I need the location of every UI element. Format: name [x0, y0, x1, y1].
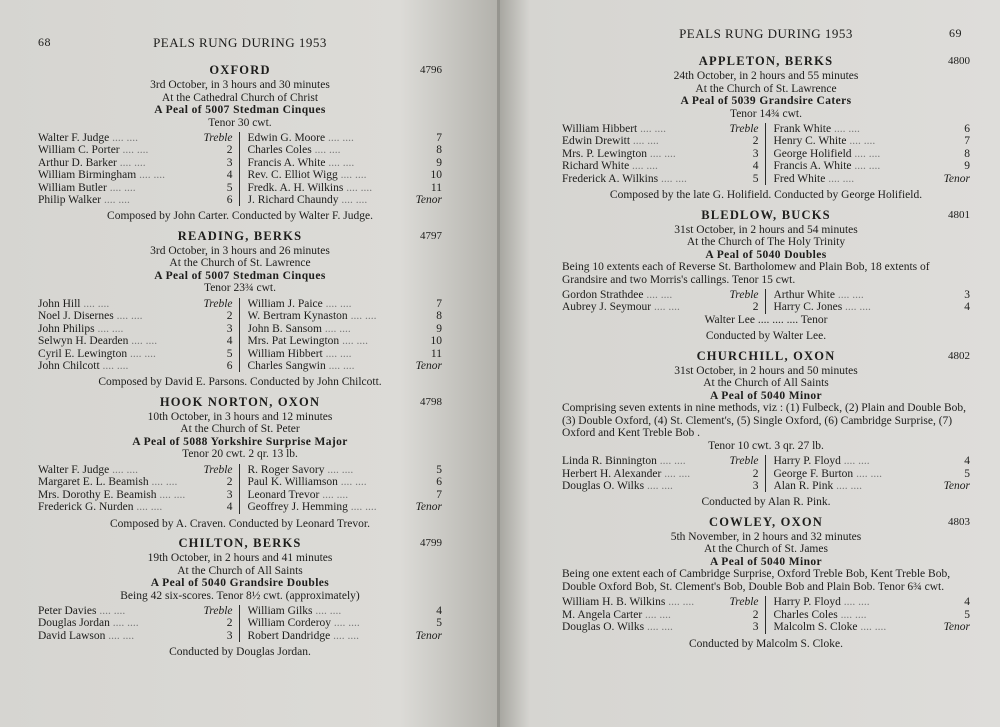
ringer-name: Mrs. Pat Lewington ....: [248, 335, 409, 347]
ringer-name: J. Richard Chaundy ....: [248, 194, 405, 206]
peal-location: HOOK NORTON, OXON: [159, 394, 321, 409]
ringer-table: [562, 289, 970, 314]
ringer-row: [38, 617, 233, 629]
bell-number: 2: [226, 476, 233, 489]
peal-detail-line: At the Church of All Saints: [703, 377, 829, 390]
bell-number: 2: [752, 467, 759, 480]
ringer-column-right: [240, 464, 443, 514]
ringer-row: [248, 360, 443, 372]
ringer-name: Fredk. A. H. Wilkins ....: [248, 182, 409, 194]
bell-number: Tenor: [415, 194, 442, 207]
ringer-row: [562, 148, 759, 160]
bell-number: 10: [430, 335, 442, 348]
ringer-row: [38, 298, 233, 310]
peal-title: [38, 534, 442, 552]
peal-description: Being one extent each of Cambridge Surprise, Oxford Treble Bob, Kent Treble Bob, Double Oxford Bob, St. Clement's Bob, Double Bob and Plain Bob. Tenor 6¾ cwt.: [562, 568, 951, 593]
peal-detail-line: At the Church of All Saints: [177, 564, 303, 577]
ringer-row: [38, 169, 233, 181]
peal-title: [38, 227, 442, 245]
ringer-row: [774, 173, 971, 185]
bell-number: 9: [436, 156, 442, 169]
ringer-row: [248, 169, 443, 181]
ringer-name: William Hibbert ....: [562, 123, 721, 135]
ringer-table: [38, 605, 442, 642]
ringer-name: Selwyn H. Dearden ....: [38, 335, 199, 347]
bell-number: Tenor: [943, 480, 970, 493]
ringer-name: Walter F. Judge ....: [38, 464, 195, 476]
ringer-name: William Hibbert ....: [248, 348, 409, 360]
peal-title: [38, 61, 442, 79]
bell-number: 4: [964, 301, 970, 314]
peal-method: A Peal of 5040 Minor: [709, 555, 823, 568]
ringer-row: [248, 605, 443, 617]
bell-number: 8: [436, 144, 442, 157]
ringer-row: [248, 630, 443, 642]
ringer-name: William Birmingham ....: [38, 169, 199, 181]
peal-title: [562, 52, 970, 70]
peal-detail-line: At the Church of St. Lawrence: [169, 257, 311, 270]
bell-number: 6: [226, 359, 233, 372]
ringer-name: Margaret E. L. Beamish ....: [38, 476, 199, 488]
ringer-column-left: [38, 298, 240, 372]
bell-number: Treble: [729, 289, 759, 302]
ringer-row: [774, 123, 971, 135]
ringer-row: [562, 135, 759, 147]
ringer-row: [248, 617, 443, 629]
peal-number: 4802: [948, 349, 970, 362]
peal-method: A Peal of 5040 Doubles: [705, 248, 827, 261]
peal-tenor: Tenor 23¾ cwt.: [203, 282, 276, 295]
ringer-row: [38, 182, 233, 194]
peal-credits: Conducted by Walter Lee.: [705, 330, 827, 343]
peal-credits: Conducted by Malcolm S. Cloke.: [689, 637, 843, 650]
ringer-row: [38, 335, 233, 347]
bell-number: Treble: [203, 605, 233, 617]
peal-location: BLEDLOW, BUCKS: [701, 207, 831, 222]
peal-tenor: Tenor 20 cwt. 2 qr. 13 lb.: [182, 448, 298, 461]
ringer-name: William Butler ....: [38, 182, 199, 194]
peal-location: OXFORD: [209, 63, 271, 77]
bell-number: 5: [752, 172, 759, 185]
peal-detail-line: 31st October, in 2 hours and 50 minutes: [674, 364, 858, 377]
peal-credits: Composed by the late G. Holifield. Conducted by George Holifield.: [609, 189, 923, 202]
ringer-name: Alan R. Pink ....: [774, 480, 933, 492]
ringer-name: Rev. C. Elliot Wigg ....: [248, 169, 409, 181]
ringer-name: Frederick G. Nurden ....: [38, 501, 199, 513]
peal-tenor: Being 42 six-scores. Tenor 8½ cwt. (approximately): [120, 589, 360, 602]
ringer-name: Aubrey J. Seymour ....: [562, 301, 725, 313]
ringer-column-right: [240, 132, 443, 206]
bell-number: 3: [752, 480, 759, 493]
bell-number: 3: [752, 147, 759, 160]
peal-detail-line: At the Cathedral Church of Christ: [161, 91, 319, 104]
peal-description: Being 10 extents each of Reverse St. Bartholomew and Plain Bob, 18 extents of Grandsire and two Morris's callings. Tenor 15 cwt.: [562, 261, 930, 286]
peal-record: [38, 227, 442, 389]
peal-tenor: Tenor 30 cwt.: [208, 116, 272, 129]
ringer-row: [38, 630, 233, 642]
bell-number: Treble: [203, 463, 233, 476]
ringer-row: [562, 480, 759, 492]
peal-method: A Peal of 5088 Yorkshire Surprise Major: [132, 435, 348, 448]
peal-number: 4801: [948, 208, 970, 221]
ringer-name: Charles Sangwin ....: [248, 360, 405, 372]
ringer-name: W. Bertram Kynaston ....: [248, 310, 409, 322]
ringer-name: Harry C. Jones ....: [774, 301, 937, 313]
ringer-row: [774, 135, 971, 147]
bell-number: Treble: [729, 596, 759, 609]
ringer-column-left: [562, 289, 766, 314]
ringer-name: Charles Coles ....: [248, 144, 409, 156]
bell-number: 2: [752, 608, 759, 621]
running-title: PEALS RUNG DURING 1953: [153, 35, 327, 50]
ringer-row: [38, 489, 233, 501]
bell-number: 3: [964, 289, 970, 302]
peal-number: 4800: [948, 55, 970, 67]
ringer-row: [38, 348, 233, 360]
ringer-name: William Gilks ....: [248, 605, 409, 617]
bell-number: 2: [752, 135, 759, 148]
ringer-row: [562, 621, 759, 633]
bell-number: 4: [226, 335, 233, 348]
ringer-table: [38, 132, 442, 206]
ringer-row: [774, 289, 971, 301]
ringer-name: John B. Sansom ....: [248, 323, 409, 335]
ringer-row: [562, 173, 759, 185]
peal-detail-line: At the Church of St. Peter: [180, 423, 300, 436]
peal-location: COWLEY, OXON: [709, 514, 823, 529]
bell-number: 5: [964, 467, 970, 480]
bell-number: 4: [436, 605, 442, 617]
bell-number: 11: [430, 181, 442, 194]
running-head: [38, 35, 442, 57]
ringer-table: [38, 298, 442, 372]
ringer-table: [562, 123, 970, 185]
bell-number: 5: [226, 347, 233, 360]
peal-method: A Peal of 5039 Grandsire Caters: [680, 95, 852, 107]
ringer-name: Cyril E. Lewington ....: [38, 348, 199, 360]
ringer-row: [774, 621, 971, 633]
page-number: 69: [949, 26, 962, 40]
ringer-name: Edwin Drewitt ....: [562, 135, 725, 147]
ringer-name: R. Roger Savory ....: [248, 464, 409, 476]
ringer-row: [38, 501, 233, 513]
peal-record: [562, 52, 970, 202]
bell-number: Treble: [203, 132, 233, 144]
ringer-column-right: [766, 455, 971, 492]
peal-detail-line: 3rd October, in 3 hours and 30 minutes: [150, 79, 330, 91]
ringer-row: [38, 476, 233, 488]
ringer-name: George F. Burton ....: [774, 468, 937, 480]
peal-record: [562, 347, 970, 509]
ringer-row: [248, 182, 443, 194]
ringer-name: Peter Davies ....: [38, 605, 195, 617]
ringer-name: Charles Coles ....: [774, 609, 937, 621]
peal-detail-line: 5th November, in 2 hours and 32 minutes: [670, 530, 862, 543]
ringer-name: William J. Paice ....: [248, 298, 409, 310]
peal-detail-line: 24th October, in 2 hours and 55 minutes: [673, 70, 859, 82]
ringer-row: [774, 468, 971, 480]
bell-number: 3: [226, 629, 233, 642]
ringer-name: Francis A. White ....: [248, 157, 409, 169]
ringer-column-left: [38, 605, 240, 642]
bell-number: 2: [752, 301, 759, 314]
ringer-name: Henry C. White ....: [774, 135, 937, 147]
peal-title: [562, 347, 970, 365]
ringer-row: [774, 596, 971, 608]
bell-number: 2: [226, 144, 233, 157]
ringer-row: [774, 160, 971, 172]
ringer-table: [38, 464, 442, 514]
peal-record: [38, 534, 442, 659]
ringer-column-left: [562, 123, 766, 185]
bell-number: 3: [752, 621, 759, 634]
bell-number: 7: [436, 132, 442, 144]
page-number: 68: [38, 35, 51, 49]
tenor-ringer: Walter Lee .... .... .... Tenor: [704, 313, 828, 326]
bell-number: 4: [964, 596, 970, 609]
ringer-name: William H. B. Wilkins ....: [562, 596, 721, 608]
peal-detail-line: At the Church of The Holy Trinity: [686, 236, 846, 249]
peal-number: 4799: [420, 537, 442, 549]
ringer-column-right: [240, 298, 443, 372]
peal-credits: Composed by John Carter. Conducted by Walter F. Judge.: [107, 210, 373, 223]
ringer-row: [562, 160, 759, 172]
bell-number: 8: [964, 147, 970, 160]
peal-record: [562, 513, 970, 650]
ringer-row: [562, 289, 759, 301]
ringer-row: [774, 148, 971, 160]
peal-tenor: Tenor 10 cwt. 3 qr. 27 lb.: [708, 439, 824, 452]
ringer-row: [248, 464, 443, 476]
peal-detail-line: 3rd October, in 3 hours and 26 minutes: [150, 244, 330, 257]
bell-number: 3: [226, 322, 233, 335]
peal-number: 4796: [420, 64, 442, 76]
peal-credits: Composed by David E. Parsons. Conducted by John Chilcott.: [98, 376, 382, 389]
ringer-name: Douglas O. Wilks ....: [562, 621, 725, 633]
ringer-row: [774, 609, 971, 621]
bell-number: 5: [964, 608, 970, 621]
ringer-row: [774, 455, 971, 467]
peal-method: A Peal of 5040 Grandsire Doubles: [150, 577, 330, 589]
bell-number: 9: [964, 160, 970, 173]
ringer-row: [38, 464, 233, 476]
ringer-row: [562, 609, 759, 621]
ringer-column-left: [38, 132, 240, 206]
ringer-name: Richard White ....: [562, 160, 725, 172]
ringer-name: Robert Dandridge ....: [248, 630, 405, 642]
ringer-name: Walter F. Judge ....: [38, 132, 195, 144]
peal-number: 4797: [420, 229, 442, 242]
ringer-name: Harry P. Floyd ....: [774, 455, 937, 467]
ringer-row: [248, 144, 443, 156]
ringer-row: [562, 455, 759, 467]
ringer-name: Noel J. Disernes ....: [38, 310, 199, 322]
peal-method: A Peal of 5007 Stedman Cinques: [154, 104, 326, 116]
ringer-name: Douglas Jordan ....: [38, 617, 199, 629]
bell-number: 7: [436, 488, 442, 501]
bell-number: 7: [436, 297, 442, 310]
bell-number: Treble: [729, 455, 759, 468]
ringer-name: William C. Porter ....: [38, 144, 199, 156]
peal-location: CHILTON, BERKS: [178, 536, 302, 550]
running-title: PEALS RUNG DURING 1953: [679, 26, 853, 41]
peal-credits: Composed by A. Craven. Conducted by Leonard Trevor.: [109, 517, 370, 530]
ringer-column-right: [766, 123, 971, 185]
peal-title: [562, 206, 970, 224]
ringer-name: Frederick A. Wilkins ....: [562, 173, 725, 185]
ringer-row: [562, 596, 759, 608]
ringer-row: [248, 298, 443, 310]
ringer-row: [38, 360, 233, 372]
ringer-row: [248, 489, 443, 501]
peal-list: [562, 52, 970, 650]
ringer-name: Arthur White ....: [774, 289, 937, 301]
peal-number: 4803: [948, 515, 970, 528]
peal-record: [562, 206, 970, 343]
peal-method: A Peal of 5007 Stedman Cinques: [154, 269, 326, 282]
ringer-name: Fred White ....: [774, 173, 933, 185]
bell-number: 3: [226, 488, 233, 501]
ringer-column-right: [766, 596, 971, 633]
ringer-row: [562, 301, 759, 313]
ringer-row: [562, 468, 759, 480]
peal-title: [38, 393, 442, 411]
bell-number: Tenor: [415, 359, 442, 372]
peal-detail-line: 19th October, in 2 hours and 41 minutes: [147, 552, 333, 564]
ringer-name: Douglas O. Wilks ....: [562, 480, 725, 492]
ringer-table: [562, 596, 970, 633]
peal-detail-line: 10th October, in 3 hours and 12 minutes: [147, 410, 333, 423]
ringer-name: George Holifield ....: [774, 148, 937, 160]
peal-credits: Conducted by Douglas Jordan.: [169, 646, 311, 659]
ringer-name: William Corderoy ....: [248, 617, 409, 629]
peal-location: READING, BERKS: [177, 228, 303, 243]
ringer-row: [774, 301, 971, 313]
ringer-column-left: [38, 464, 240, 514]
ringer-name: Herbert H. Alexander ....: [562, 468, 725, 480]
peal-location: CHURCHILL, OXON: [696, 348, 836, 363]
bell-number: 2: [226, 310, 233, 323]
ringer-name: Arthur D. Barker ....: [38, 157, 199, 169]
peal-record: [38, 393, 442, 530]
peal-number: 4798: [420, 395, 442, 408]
peal-description: Comprising seven extents in nine methods, viz : (1) Fulbeck, (2) Plain and Double Bob, (3) Double Oxford, (4) St. Clement's, (5) Single Oxford, (6) Cambridge Surprise, (7) Oxford and Kent Treble Bob .: [562, 402, 967, 440]
bell-number: Tenor: [415, 501, 442, 514]
bell-number: Tenor: [943, 621, 970, 634]
peal-method: A Peal of 5040 Minor: [709, 389, 823, 402]
bell-number: 4: [226, 169, 233, 182]
ringer-name: Leonard Trevor ....: [248, 489, 409, 501]
ringer-name: John Chilcott ....: [38, 360, 199, 372]
bell-number: 4: [752, 160, 759, 173]
ringer-name: Philip Walker ....: [38, 194, 199, 206]
peal-credits: Conducted by Alan R. Pink.: [701, 496, 831, 509]
ringer-name: Paul K. Williamson ....: [248, 476, 409, 488]
ringer-row: [562, 123, 759, 135]
ringer-name: John Hill ....: [38, 298, 195, 310]
peal-detail-line: At the Church of St. James: [704, 543, 828, 556]
ringer-row: [38, 605, 233, 617]
bell-number: 11: [430, 347, 442, 360]
bell-number: 2: [226, 617, 233, 630]
ringer-name: Harry P. Floyd ....: [774, 596, 937, 608]
ringer-row: [38, 132, 233, 144]
ringer-name: M. Angela Carter ....: [562, 609, 725, 621]
bell-number: Treble: [729, 123, 759, 135]
bell-number: 6: [436, 476, 442, 489]
bell-number: 5: [226, 181, 233, 194]
ringer-row: [248, 476, 443, 488]
bell-number: 5: [436, 463, 442, 476]
ringer-row: [248, 323, 443, 335]
right-page: [500, 0, 1000, 727]
bell-number: Treble: [203, 297, 233, 310]
ringer-row: [38, 310, 233, 322]
peal-list: [38, 61, 442, 659]
ringer-row: [774, 480, 971, 492]
ringer-name: Frank White ....: [774, 123, 937, 135]
ringer-row: [38, 144, 233, 156]
ringer-table: [562, 455, 970, 492]
ringer-row: [38, 157, 233, 169]
bell-number: 4: [226, 501, 233, 514]
ringer-row: [248, 501, 443, 513]
ringer-name: Francis A. White ....: [774, 160, 937, 172]
bell-number: 7: [964, 135, 970, 148]
ringer-column-left: [562, 596, 766, 633]
peal-record: [38, 61, 442, 223]
bell-number: 8: [436, 310, 442, 323]
ringer-row: [248, 310, 443, 322]
ringer-column-right: [240, 605, 443, 642]
running-head: [562, 26, 970, 48]
bell-number: Tenor: [415, 629, 442, 642]
peal-tenor: Tenor 14¾ cwt.: [729, 107, 802, 120]
ringer-name: Edwin G. Moore ....: [248, 132, 409, 144]
bell-number: 3: [226, 156, 233, 169]
ringer-name: Malcolm S. Cloke ....: [774, 621, 933, 633]
peal-title: [562, 513, 970, 531]
ringer-name: John Philips ....: [38, 323, 199, 335]
ringer-row: [248, 348, 443, 360]
bell-number: 4: [964, 455, 970, 468]
ringer-name: David Lawson ....: [38, 630, 199, 642]
peal-detail-line: At the Church of St. Lawrence: [695, 82, 837, 95]
bell-number: 6: [964, 123, 970, 135]
ringer-row: [248, 157, 443, 169]
ringer-column-left: [562, 455, 766, 492]
ringer-row: [248, 194, 443, 206]
bell-number: 9: [436, 322, 442, 335]
ringer-name: Geoffrey J. Hemming ....: [248, 501, 405, 513]
ringer-row: [38, 194, 233, 206]
ringer-column-right: [766, 289, 971, 314]
ringer-name: Mrs. P. Lewington ....: [562, 148, 725, 160]
ringer-row: [248, 132, 443, 144]
ringer-row: [38, 323, 233, 335]
ringer-name: Mrs. Dorothy E. Beamish ....: [38, 489, 199, 501]
ringer-name: Gordon Strathdee ....: [562, 289, 721, 301]
bell-number: 10: [430, 169, 442, 182]
bell-number: 6: [226, 194, 233, 207]
bell-number: Tenor: [943, 172, 970, 185]
peal-location: APPLETON, BERKS: [698, 54, 834, 68]
ringer-row: [248, 335, 443, 347]
bell-number: 5: [436, 617, 442, 630]
peal-detail-line: 31st October, in 2 hours and 54 minutes: [674, 223, 858, 236]
ringer-name: Linda R. Binnington ....: [562, 455, 721, 467]
